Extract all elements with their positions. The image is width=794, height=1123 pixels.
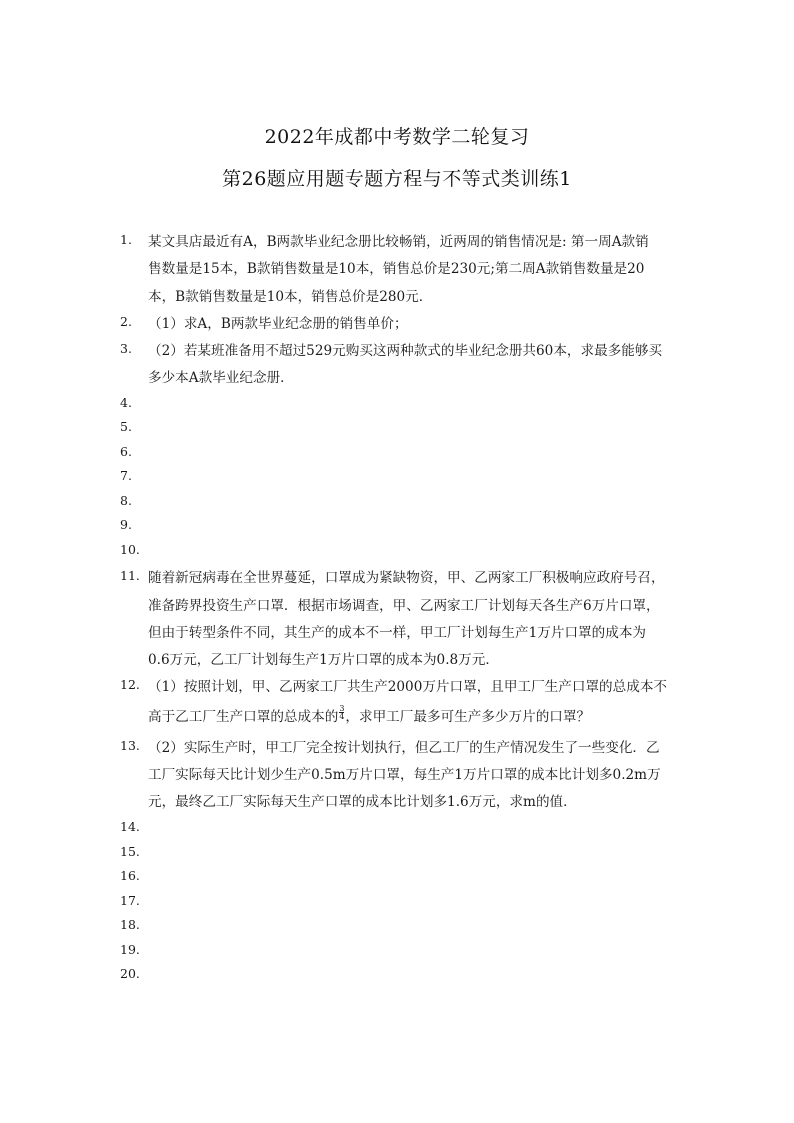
problem1-text-line: 本，B款销售数量是10本，销售总价是280元． <box>148 289 433 305</box>
item-number-8: 8. <box>120 493 132 508</box>
item-number-20: 20. <box>120 966 140 981</box>
item-number-18: 18. <box>120 917 140 932</box>
item-number-4: 4. <box>120 395 132 410</box>
problem2-text-line: 准备跨界投资生产口罩．根据市场调查，甲、乙两家工厂计划每天各生产6万片口罩， <box>148 598 660 614</box>
problem2-text-line: 0.6万元，乙工厂计划每生产1万片口罩的成本为0.8万元． <box>148 652 499 668</box>
document-subtitle: 第26题应用题专题方程与不等式类训练1 <box>222 168 572 190</box>
document-title: 2022年成都中考数学二轮复习 <box>264 126 530 148</box>
item-number-3: 3. <box>120 341 132 356</box>
item-number-6: 6. <box>120 444 132 459</box>
item-number-9: 9. <box>120 517 132 532</box>
item-number-5: 5. <box>120 419 132 434</box>
item-number-1: 1. <box>120 232 132 247</box>
item-number-12: 12. <box>120 677 140 692</box>
problem2-part2: （2）实际生产时，甲工厂完全按计划执行，但乙工厂的生产情况发生了一些变化．乙 <box>148 740 660 756</box>
problem2-text-line: 随着新冠病毒在全世界蔓延，口罩成为紧缺物资，甲、乙两家工厂积极响应政府号召， <box>148 570 665 586</box>
item-number-15: 15. <box>120 844 140 859</box>
problem2-part1 <box>148 705 590 725</box>
fraction-denominator: 4 <box>339 712 345 721</box>
problem2-part1-text: ，求甲工厂最多可生产多少万片的口罩？ <box>345 709 591 725</box>
item-number-10: 10. <box>120 542 140 557</box>
problem1-part2: 多少本A款毕业纪念册． <box>148 370 294 386</box>
item-number-2: 2. <box>120 314 132 329</box>
problem1-part2: （2）若某班准备用不超过529元购买这两种款式的毕业纪念册共60本，求最多能够买 <box>148 343 663 359</box>
problem1-text-line: 售数量是15本，B款销售数量是10本，销售总价是230元;第二周A款销售数量是20 <box>148 261 645 277</box>
fraction-numerator: 3 <box>339 704 345 713</box>
problem1-part1: （1）求A，B两款毕业纪念册的销售单价； <box>148 316 408 332</box>
problem2-text-line: 但由于转型条件不同，其生产的成本不一样，甲工厂计划每生产1万片口罩的成本为 <box>148 625 647 641</box>
item-number-16: 16. <box>120 868 140 883</box>
item-number-7: 7. <box>120 468 132 483</box>
item-number-19: 19. <box>120 942 140 957</box>
item-number-11: 11. <box>120 568 140 583</box>
problem1-text-line: 某文具店最近有A，B两款毕业纪念册比较畅销，近两周的销售情况是: 第一周A款销 <box>148 234 649 250</box>
fraction <box>339 705 344 720</box>
item-number-14: 14. <box>120 819 140 834</box>
item-number-13: 13. <box>120 738 140 753</box>
item-number-17: 17. <box>120 893 140 908</box>
problem2-part1: （1）按照计划，甲、乙两家工厂共生产2000万片口罩，且甲工厂生产口罩的总成本不 <box>148 679 668 695</box>
problem2-part2: 元，最终乙工厂实际每天生产口罩的成本比计划多1.6万元，求m的值． <box>148 794 577 810</box>
problem2-part1-text: 高于乙工厂生产口罩的总成本的 <box>148 709 339 725</box>
problem2-part2: 工厂实际每天比计划少生产0.5m万片口罩，每生产1万片口罩的成本比计划多0.2m万 <box>148 767 661 783</box>
